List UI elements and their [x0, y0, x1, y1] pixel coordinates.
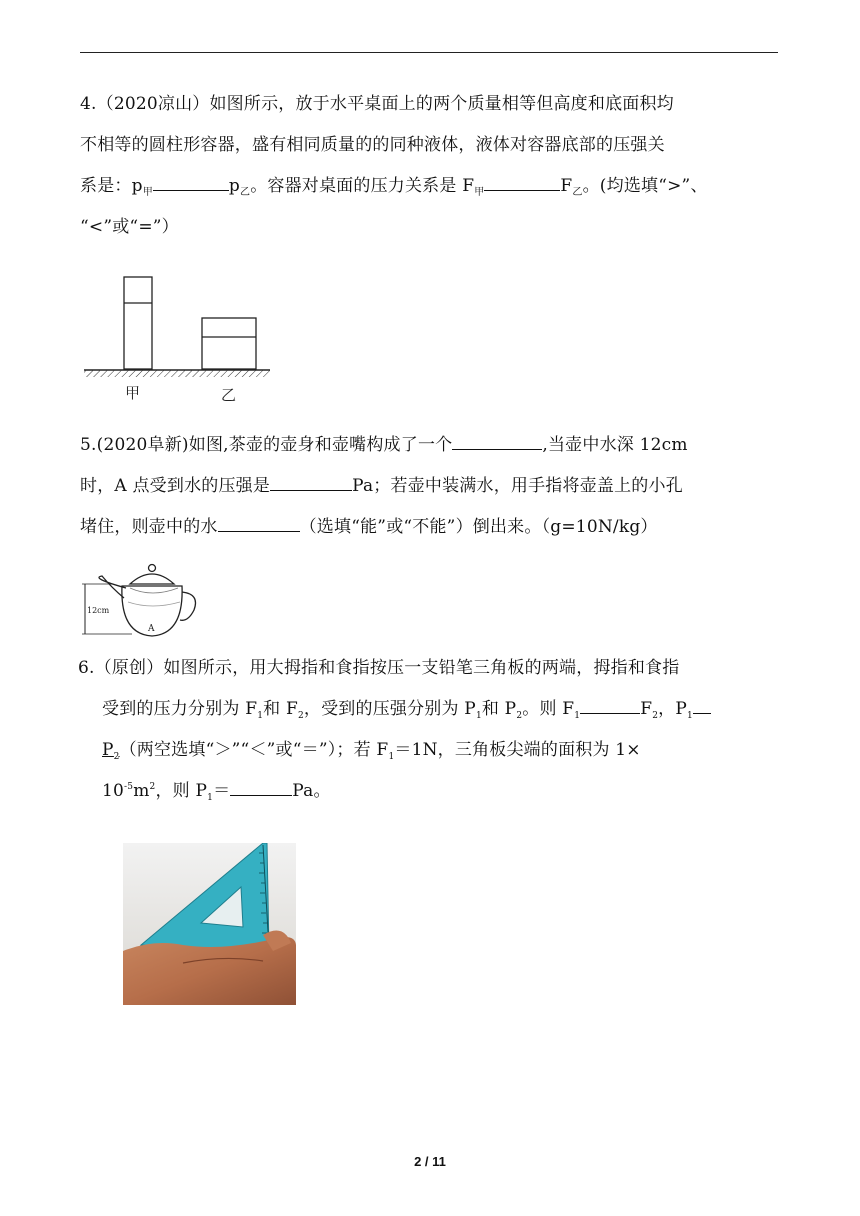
header-rule	[80, 52, 778, 53]
q6-line-1: 6.（原创）如图所示，用大拇指和食指按压一支铅笔三角板的两端，拇指和食指	[78, 658, 680, 678]
q5-line-2: 时，A 点受到水的压强是 Pa；若壶中装满水，用手指将壶盖上的小孔	[80, 466, 780, 507]
answer-blank[interactable]	[230, 777, 292, 796]
q4-line-1: 4.（2020凉山）如图所示，放于水平桌面上的两个质量相等但高度和底面积均	[80, 94, 674, 114]
point-a-label: A	[148, 624, 155, 634]
answer-blank[interactable]	[580, 695, 640, 714]
q4-line-2: 不相等的圆柱形容器，盛有相同质量的的同种液体，液体对容器底部的压强关	[80, 135, 665, 155]
answer-blank[interactable]	[153, 172, 229, 191]
q4-containers-figure	[80, 270, 280, 410]
container-yi	[202, 318, 256, 369]
teapot-figure	[82, 558, 202, 640]
question-4	[80, 84, 780, 248]
answer-blank[interactable]	[693, 695, 711, 714]
triangle-ruler-photo	[123, 843, 296, 1005]
answer-blank[interactable]	[270, 472, 352, 491]
q4-line-3: 系是：$p_甲$ $p_乙$。容器对桌面的压力关系是 $F_甲$ $F_乙$。(均选填“>”、	[80, 166, 780, 207]
q4-line-4: “<”或“=”）	[80, 217, 179, 237]
question-5	[80, 425, 780, 548]
label-jia: 甲	[125, 384, 141, 402]
depth-label: 12cm	[87, 606, 110, 615]
q5-line-3: 堵住，则壶中的水 （选填“能”或“不能”）倒出来。（g=10N/kg）	[80, 507, 780, 548]
label-yi: 乙	[221, 386, 237, 404]
answer-blank[interactable]	[484, 172, 560, 191]
q6-line-2: 受到的压力分别为 $F_1$和 $F_2$，受到的压强分别为 $P_1$和 $P_2$。则 $F_1$ $F_2$，$P_1$	[78, 689, 783, 730]
q5-line-1: 5.(2020阜新)如图,茶壶的壶身和壶嘴构成了一个 ,当壶中水深 12cm	[80, 425, 780, 466]
answer-blank[interactable]	[218, 513, 300, 532]
q6-line-4: $10^{-5}m^2$，则 $P_1= Pa$。	[78, 771, 783, 812]
container-jia	[124, 277, 152, 369]
page-number: 2 / 11	[414, 1154, 446, 1169]
answer-blank[interactable]	[452, 431, 542, 450]
q6-line-3: $P_2$（两空选填“＞”“＜”或“＝”）；若 $F_1=1N$，三角板尖端的面积为 1×	[102, 740, 641, 762]
question-6	[78, 648, 783, 812]
